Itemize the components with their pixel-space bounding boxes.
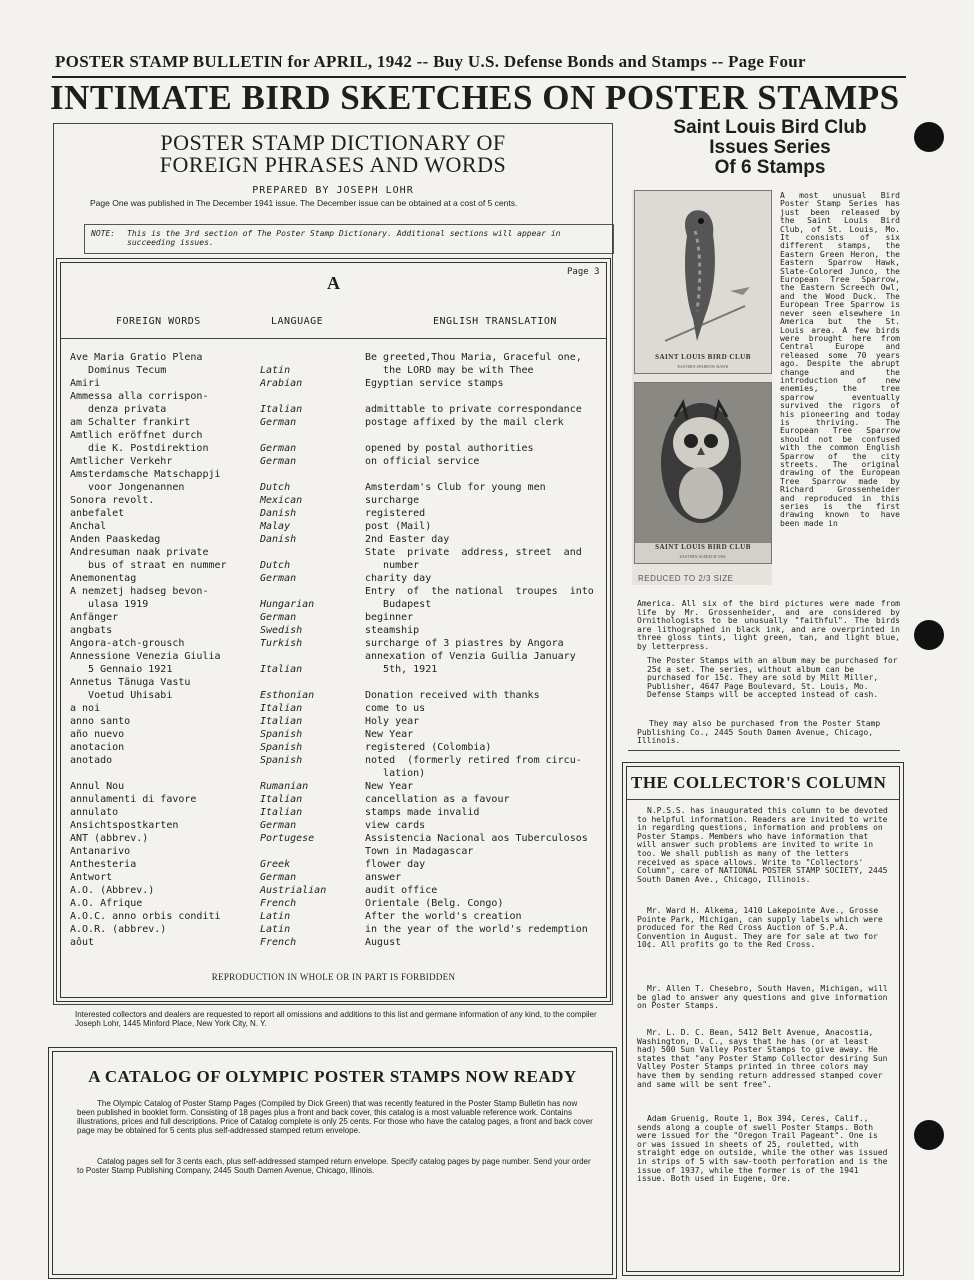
- translation-cell: registered: [365, 508, 426, 519]
- foreign-word-cell: anbefalet: [70, 508, 125, 519]
- collectors-column-inner: [626, 766, 900, 1272]
- translation-cell: the LORD may be with Thee: [365, 365, 534, 376]
- foreign-word-cell: die K. Postdirektion: [70, 443, 209, 454]
- language-cell: Italian: [260, 404, 303, 415]
- foreign-word-cell: Andresuman naak private: [70, 547, 209, 558]
- stamp-illustrations: [632, 190, 772, 585]
- foreign-word-cell: ulasa 1919: [70, 599, 149, 610]
- translation-cell: opened by postal authorities: [365, 443, 534, 454]
- note-text: This is the 3rd section of The Poster Stamp Dictionary. Additional sections will appear in succeeding issues.: [127, 229, 561, 247]
- foreign-word-cell: Anfänger: [70, 612, 119, 623]
- translation-cell: admittable to private correspondance: [365, 404, 582, 415]
- language-cell: Portugese: [260, 833, 315, 844]
- foreign-word-cell: Amsterdamsche Matschappji: [70, 469, 221, 480]
- table-header-rule: [61, 338, 606, 339]
- translation-cell: annexation of Venzia Guilia January: [365, 651, 576, 662]
- translation-cell: post (Mail): [365, 521, 432, 532]
- collectors-paragraph: Mr. Ward H. Alkema, 1410 Lakepointe Ave., Grosse Pointe Park, Michigan, can supply labels which were produced for the Red Cross Auction of S.P.A. Convention in August. They are for sale at two for 10¢. All profits go to the Red Cross.: [637, 906, 883, 950]
- language-cell: Malay: [260, 521, 291, 532]
- foreign-word-cell: A.O.R. (abbrev.): [70, 924, 167, 935]
- reproduction-notice: REPRODUCTION IN WHOLE OR IN PART IS FORBIDDEN: [211, 972, 456, 982]
- translation-cell: surcharge: [365, 495, 420, 506]
- section-rule: [628, 750, 900, 751]
- foreign-word-cell: am Schalter frankirt: [70, 417, 191, 428]
- language-cell: Latin: [260, 365, 291, 376]
- translation-cell: beginner: [365, 612, 414, 623]
- language-cell: Spanish: [260, 742, 303, 753]
- foreign-word-cell: aôut: [70, 937, 95, 948]
- language-cell: Dutch: [260, 560, 291, 571]
- running-head: POSTER STAMP BULLETIN for APRIL, 1942 -- Buy U.S. Defense Bonds and Stamps -- Page Four: [55, 52, 806, 71]
- bird-club-title: [630, 118, 910, 178]
- language-cell: Latin: [260, 924, 291, 935]
- language-cell: Latin: [260, 911, 291, 922]
- language-cell: Italian: [260, 664, 303, 675]
- language-cell: Arabian: [260, 378, 303, 389]
- translation-cell: Entry of the national troupes into: [365, 586, 594, 597]
- language-cell: French: [260, 898, 297, 909]
- translation-cell: postage affixed by the mail clerk: [365, 417, 564, 428]
- translation-cell: New Year: [365, 729, 414, 740]
- translation-cell: charity day: [365, 573, 432, 584]
- foreign-word-cell: ANT (abbrev.): [70, 833, 149, 844]
- translation-cell: August: [365, 937, 402, 948]
- collectors-column-rule: [627, 799, 899, 800]
- language-cell: Turkish: [260, 638, 303, 649]
- dictionary-table-inner: [60, 262, 607, 998]
- language-cell: German: [260, 872, 297, 883]
- collectors-paragraph: Mr. Allen T. Chesebro, South Haven, Michigan, will be glad to answer any questions and give information on Poster Stamps.: [637, 984, 888, 1011]
- translation-cell: 5th, 1921: [365, 664, 438, 675]
- bird-club-article: They may also be purchased from the Poster Stamp Publishing Co., 2445 South Damen Avenue, Chicago, Illinois.: [637, 719, 881, 746]
- screech-owl-stamp-image: [634, 382, 772, 564]
- foreign-word-cell: annulamenti di favore: [70, 794, 197, 805]
- collectors-paragraph: Mr. L. D. C. Bean, 5412 Belt Avenue, Anacostia, Washington, D. C., says that he has (or at least had) 500 Sun Valley Poster Stamps to give away. He states that "any Poster Stamp Collector desiring Sun Valley Poster Stamps printed in three colors may have them by sending return addressed stamped cover and same will be sent free".: [637, 1028, 888, 1089]
- foreign-word-cell: angbats: [70, 625, 113, 636]
- binder-hole: [914, 122, 944, 152]
- dictionary-title: [54, 132, 612, 176]
- translation-cell: flower day: [365, 859, 426, 870]
- foreign-word-cell: anotado: [70, 755, 113, 766]
- collectors-paragraph: Adam Gruenig, Route 1, Box 394, Ceres, Calif., sends along a couple of swell Poster Stamps. Both were issued for the "Oregon Trail Pageant". One is or was issued in sheets of 25, rouletted, with straight edge on outside, while the other was issued in strips of 5 with saw-tooth perforation and is the issue of 1937, while the former is of the 1941 issue. Both used in Eugene, Ore.: [637, 1114, 888, 1184]
- foreign-word-cell: A.O. Afrique: [70, 898, 143, 909]
- bird-club-article: A most unusual Bird Poster Stamp Series has just been released by the Saint Louis Bird Club, of St. Louis, Mo. It consists of six different stamps, the Eastern Green Heron, the Eastern Sparrow Hawk, Slate-Colored Junco, the European Tree Sparrow, the Eastern Screech Owl, and the Wood Duck. The European Tree Sparrow is never seen elsewhere in America but the St. Louis area. A few birds were brought here from Central Europe and released some 70 years ago. Despite the abrupt change and the introduction of new enemies, the tree sparrow eventually survived the rigors of his pioneering and today is thriving. The European Tree Sparrow should not be confused with the common English Sparrow of the city streets. The original drawing of the European Tree Sparrow made by Richard Grossenheider and reproduced in this series is the first drawing known to have been made in: [780, 191, 900, 528]
- catalog-paragraph: Catalog pages sell for 3 cents each, plus self-addressed stamped return envelope. Specify catalog pages by page number. Send your order to Poster Stamp Publishing Company, 2445 South Damen Avenue, Chicago, Illinois.: [77, 1157, 591, 1175]
- foreign-word-cell: Amtlicher Verkehr: [70, 456, 173, 467]
- bird-club-article: The Poster Stamps with an album may be purchased for 25¢ a set. The series, without album can be purchased for 15¢. They are sold by Milt Miller, Publisher, 4647 Page Boulevard, St. Louis, Mo. Defense Stamps will be accepted instead of cash.: [647, 656, 898, 700]
- language-cell: Austrialian: [260, 885, 327, 896]
- translation-cell: noted (formerly retired from circu-: [365, 755, 582, 766]
- translation-cell: Amsterdam's Club for young men: [365, 482, 546, 493]
- dictionary-title-line1: POSTER STAMP DICTIONARY OF: [160, 130, 506, 155]
- foreign-word-cell: anno santo: [70, 716, 131, 727]
- language-cell: German: [260, 417, 297, 428]
- foreign-word-cell: Sonora revolt.: [70, 495, 155, 506]
- language-cell: Italian: [260, 716, 303, 727]
- language-cell: Esthonian: [260, 690, 315, 701]
- bird-club-title-line2: Issues Series: [709, 137, 831, 158]
- translation-cell: Egyptian service stamps: [365, 378, 504, 389]
- collector-request: Interested collectors and dealers are requested to report all omissions and additions to this list and germane information of any kind, to the compiler Joseph Lohr, 1445 Minford Place, New York City, N. Y.: [75, 1010, 597, 1028]
- catalog-inner: [52, 1051, 613, 1275]
- foreign-word-cell: Amtlich eröffnet durch: [70, 430, 203, 441]
- main-title: INTIMATE BIRD SKETCHES ON POSTER STAMPS: [50, 78, 900, 117]
- foreign-word-cell: Anthesteria: [70, 859, 137, 870]
- translation-cell: number: [365, 560, 420, 571]
- language-cell: Spanish: [260, 729, 303, 740]
- stamp-subcaption: EASTERN SPARROW HAWK: [677, 364, 729, 369]
- language-cell: Italian: [260, 703, 303, 714]
- foreign-word-cell: Antanarivo: [70, 846, 131, 857]
- foreign-word-cell: voor Jongenannen: [70, 482, 185, 493]
- language-cell: Italian: [260, 807, 303, 818]
- note-label: NOTE:: [91, 229, 116, 238]
- language-cell: Danish: [260, 534, 297, 545]
- collectors-column-box: [622, 762, 904, 1276]
- foreign-word-cell: Ansichtspostkarten: [70, 820, 179, 831]
- foreign-word-cell: annulato: [70, 807, 119, 818]
- foreign-word-cell: anotacion: [70, 742, 125, 753]
- column-header-foreign: FOREIGN WORDS: [116, 316, 201, 327]
- language-cell: Italian: [260, 794, 303, 805]
- translation-cell: surcharge of 3 piastres by Angora: [365, 638, 564, 649]
- foreign-word-cell: a noi: [70, 703, 101, 714]
- translation-cell: Assistencia Nacional aos Tuberculosos: [365, 833, 588, 844]
- foreign-word-cell: Ave Maria Gratio Plena: [70, 352, 203, 363]
- language-cell: French: [260, 937, 297, 948]
- language-cell: Swedish: [260, 625, 303, 636]
- language-cell: Danish: [260, 508, 297, 519]
- translation-cell: in the year of the world's redemption: [365, 924, 588, 935]
- column-header-language: LANGUAGE: [271, 316, 324, 327]
- translation-cell: Budapest: [365, 599, 432, 610]
- owl-illustration: [635, 383, 771, 543]
- translation-cell: Holy year: [365, 716, 420, 727]
- dictionary-prepared-by: PREPARED BY JOSEPH LOHR: [252, 185, 414, 196]
- translation-cell: stamps made invalid: [365, 807, 480, 818]
- foreign-word-cell: A nemzetj hadseg bevon-: [70, 586, 209, 597]
- translation-cell: lation): [365, 768, 426, 779]
- note-box: [84, 224, 614, 254]
- dictionary-box: [53, 123, 613, 1005]
- foreign-word-cell: Annetus Tänuga Vastu: [70, 677, 191, 688]
- foreign-word-cell: Angora-atch-grousch: [70, 638, 185, 649]
- reduced-size-label: REDUCED TO 2/3 SIZE: [638, 574, 734, 583]
- stamp-caption: SAINT LOUIS BIRD CLUB: [655, 353, 751, 361]
- dictionary-title-line2: FOREIGN PHRASES AND WORDS: [159, 152, 507, 177]
- translation-cell: State private address, street and: [365, 547, 582, 558]
- foreign-word-cell: Anchal: [70, 521, 107, 532]
- translation-cell: Orientale (Belg. Congo): [365, 898, 504, 909]
- translation-cell: Donation received with thanks: [365, 690, 540, 701]
- translation-cell: audit office: [365, 885, 438, 896]
- catalog-title: A CATALOG OF OLYMPIC POSTER STAMPS NOW READY: [88, 1067, 577, 1086]
- translation-cell: Be greeted,Thou Maria, Graceful one,: [365, 352, 582, 363]
- foreign-word-cell: Antwort: [70, 872, 113, 883]
- foreign-word-cell: denza privata: [70, 404, 167, 415]
- translation-cell: cancellation as a favour: [365, 794, 510, 805]
- language-cell: Greek: [260, 859, 291, 870]
- translation-cell: steamship: [365, 625, 420, 636]
- stamp-subcaption: EASTERN SCREECH OWL: [679, 554, 727, 559]
- language-cell: German: [260, 456, 297, 467]
- translation-cell: 2nd Easter day: [365, 534, 450, 545]
- stamp-caption: SAINT LOUIS BIRD CLUB: [655, 543, 751, 551]
- translation-cell: Town in Madagascar: [365, 846, 474, 857]
- foreign-word-cell: Anemonentag: [70, 573, 137, 584]
- translation-cell: registered (Colombia): [365, 742, 492, 753]
- page-number: Page 3: [567, 267, 600, 277]
- section-letter: A: [327, 273, 340, 293]
- column-header-translation: ENGLISH TRANSLATION: [433, 316, 557, 327]
- translation-cell: on official service: [365, 456, 480, 467]
- bird-club-title-line1: Saint Louis Bird Club: [673, 117, 867, 138]
- language-cell: Mexican: [260, 495, 303, 506]
- catalog-box: [48, 1047, 617, 1279]
- translation-cell: view cards: [365, 820, 426, 831]
- catalog-paragraph: The Olympic Catalog of Poster Stamp Pages (Compiled by Dick Green) that was recently featured in the Poster Stamp Bulletin has now been published in booklet form. Consisting of 18 pages plus a front and back cover, this catalog is a most valuable reference work. Contains illustrations, prices and full descriptions. Price of Catalog complete is only 25 cents. For those who have the catalog pages, a front and back cover page may be obtained for 5 cents plus self-addressed stamped return envelope.: [77, 1099, 593, 1135]
- foreign-word-cell: Amiri: [70, 378, 101, 389]
- language-cell: German: [260, 612, 297, 623]
- collectors-paragraph: N.P.S.S. has inaugurated this column to be devoted to helpful information. Readers are invited to write in regarding questions, information and problems on Poster Stamps. Members who have information that will answer such problems are invited to write in too. We shall publish as many of the letters received as space allows. Write to "Collectors' Column", care of NATIONAL POSTER STAMP SOCIETY, 2445 South Damen Ave., Chicago, Illinois.: [637, 806, 888, 884]
- sparrow-hawk-stamp-image: [634, 190, 772, 374]
- foreign-word-cell: Ammessa alla corrispon-: [70, 391, 209, 402]
- collectors-column-title: THE COLLECTOR'S COLUMN: [631, 773, 887, 792]
- foreign-word-cell: Annessione Venezia Giulia: [70, 651, 221, 662]
- foreign-word-cell: Voetud Uhisabi: [70, 690, 173, 701]
- translation-cell: answer: [365, 872, 402, 883]
- language-cell: German: [260, 820, 297, 831]
- binder-hole: [914, 620, 944, 650]
- language-cell: German: [260, 573, 297, 584]
- hawk-illustration: [635, 191, 771, 351]
- binder-hole: [914, 1120, 944, 1150]
- foreign-word-cell: A.O.C. anno orbis conditi: [70, 911, 221, 922]
- bird-club-title-line3: Of 6 Stamps: [714, 157, 826, 178]
- foreign-word-cell: año nuevo: [70, 729, 125, 740]
- language-cell: Hungarian: [260, 599, 315, 610]
- language-cell: Spanish: [260, 755, 303, 766]
- translation-cell: New Year: [365, 781, 414, 792]
- translation-cell: come to us: [365, 703, 426, 714]
- language-cell: Rumanian: [260, 781, 309, 792]
- foreign-word-cell: Dominus Tecum: [70, 365, 167, 376]
- foreign-word-cell: Anden Paaskedag: [70, 534, 161, 545]
- dictionary-intro: Page One was published in The December 1941 issue. The December issue can be obtained at a cost of 5 cents.: [90, 198, 518, 208]
- bird-club-article: America. All six of the bird pictures were made from life by Mr. Grossenheider, and are considered by Ornithologists to be unusually "faithful". The birds are lithographed in black ink, and are overprinted in three gloss tints, light green, tan, and light blue, by letterpress.: [637, 599, 900, 651]
- language-cell: Dutch: [260, 482, 291, 493]
- language-cell: German: [260, 443, 297, 454]
- foreign-word-cell: bus of straat en nummer: [70, 560, 227, 571]
- foreign-word-cell: 5 Gennaio 1921: [70, 664, 173, 675]
- foreign-word-cell: A.O. (Abbrev.): [70, 885, 155, 896]
- dictionary-table: [56, 258, 611, 1002]
- foreign-word-cell: Annul Nou: [70, 781, 125, 792]
- translation-cell: After the world's creation: [365, 911, 522, 922]
